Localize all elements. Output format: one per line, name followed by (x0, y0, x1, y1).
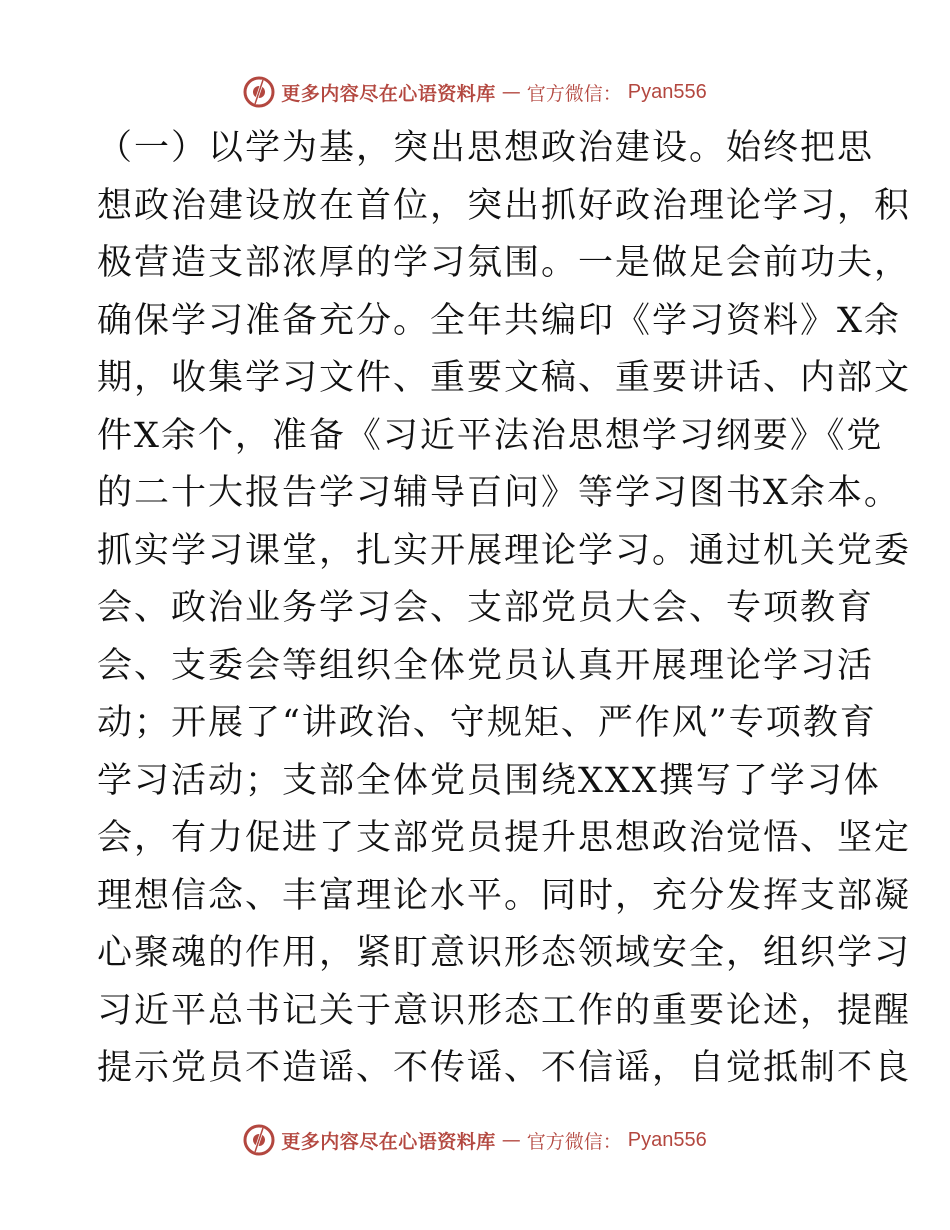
watermark-header (0, 72, 950, 112)
paragraph-line: 会，有力促进了支部党员提升思想政治觉悟、坚定 (97, 818, 912, 858)
document-body (97, 120, 912, 1098)
watermark-official: 官方微信： (526, 1130, 622, 1153)
watermark-footer (0, 1120, 950, 1160)
paragraph-line: 抓实学习课堂，扎实开展理论学习。通过机关党委 (97, 530, 912, 571)
paragraph-line: 确保学习准备充分。全年共编印《学习资料》X余 (97, 300, 901, 341)
paragraph-line: 心聚魂的作用，紧盯意识形态领域安全，组织学习 (97, 933, 912, 973)
paragraph-line: （一）以学为基，突出思想政治建设。始终把思 (97, 128, 875, 168)
logo-icon (243, 1124, 275, 1156)
paragraph-line: 会、政治业务学习会、支部党员大会、专项教育 (97, 588, 875, 628)
paragraph-line: 会、支委会等组织全体党员认真开展理论学习活 (97, 645, 875, 686)
watermark-dash: — (501, 1129, 521, 1151)
watermark-official: 官方微信： (526, 82, 622, 105)
paragraph-line: 的二十大报告学习辅导百问》等学习图书X余本。 (97, 473, 901, 513)
paragraph-line: 习近平总书记关于意识形态工作的重要论述，提醒 (97, 990, 912, 1031)
paragraph-line: 提示党员不造谣、不传谣、不信谣，自觉抵制不良 (97, 1048, 912, 1088)
watermark-dash: — (501, 81, 521, 103)
paragraph-line: 极营造支部浓厚的学习氛围。一是做足会前功夫， (97, 243, 912, 283)
paragraph-line: 理想信念、丰富理论水平。同时，充分发挥支部凝 (97, 875, 912, 916)
paragraph-line: 动；开展了“讲政治、守规矩、严作风”专项教育 (97, 703, 877, 743)
paragraph-line: 件X余个，准备《习近平法治思想学习纲要》《党 (97, 415, 884, 456)
watermark-id: Pyan556 (627, 1128, 707, 1151)
watermark-id: Pyan556 (627, 80, 707, 103)
paragraph-line: 学习活动；支部全体党员围绕XXX撰写了学习体 (97, 760, 881, 801)
watermark-text: 更多内容尽在心语资料库 (281, 1130, 496, 1153)
watermark-text: 更多内容尽在心语资料库 (281, 82, 496, 105)
paragraph-line: 期，收集学习文件、重要文稿、重要讲话、内部文 (97, 358, 912, 398)
paragraph-line: 想政治建设放在首位，突出抓好政治理论学习，积 (97, 185, 912, 226)
logo-icon (243, 76, 275, 108)
